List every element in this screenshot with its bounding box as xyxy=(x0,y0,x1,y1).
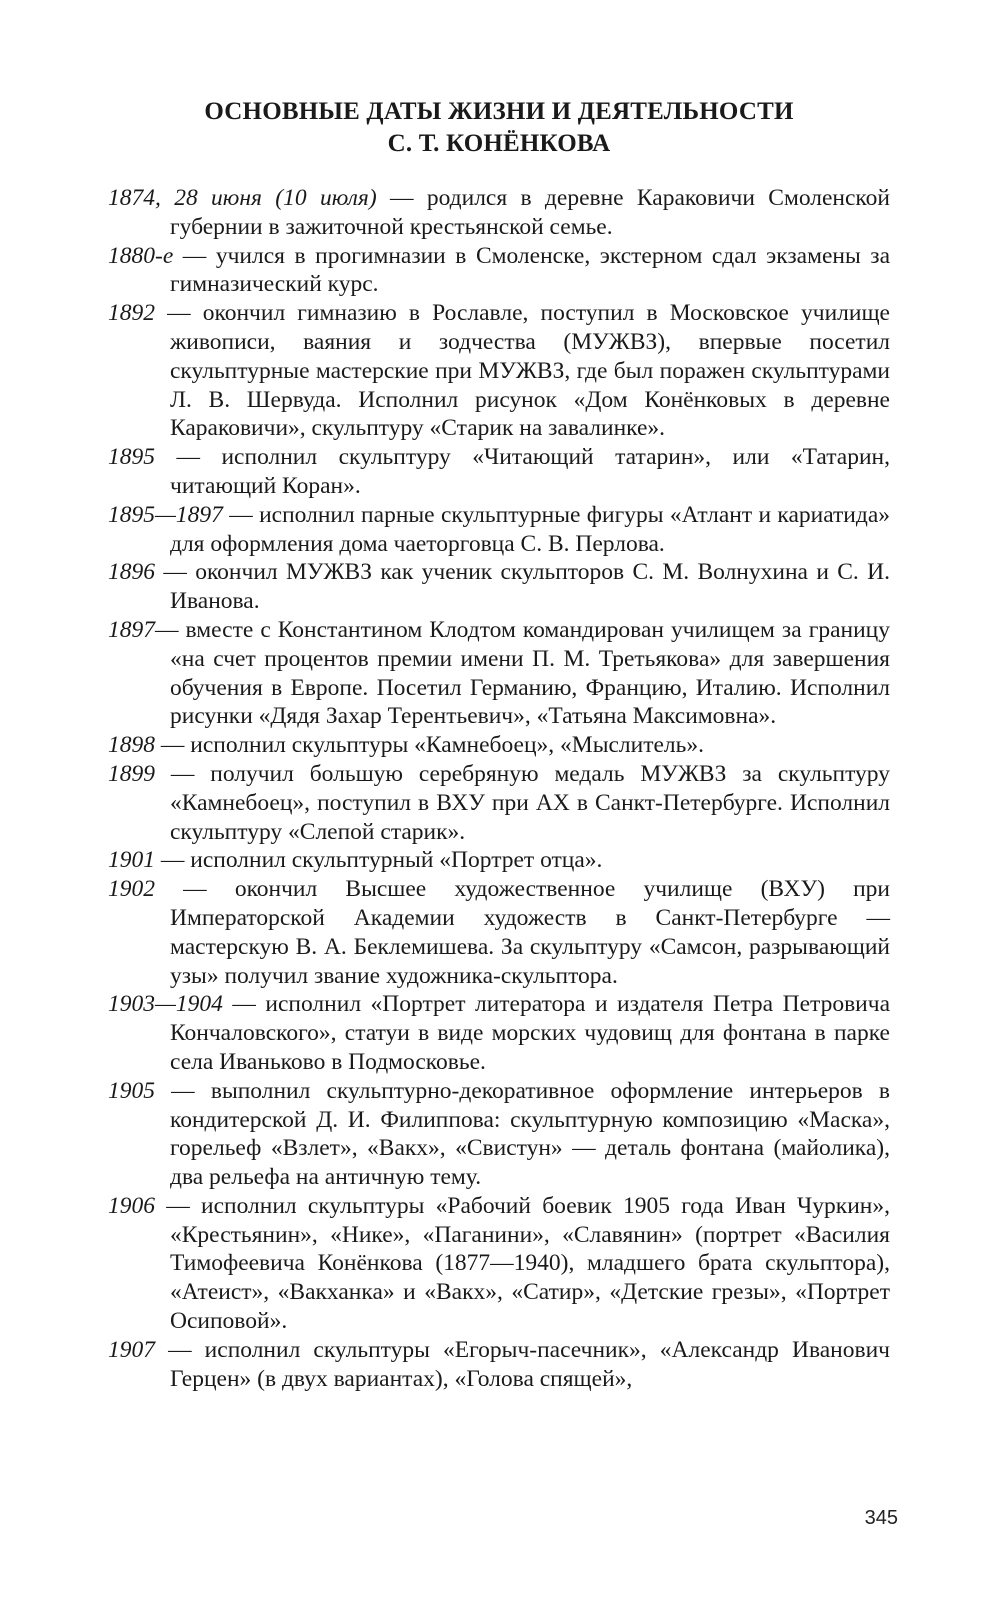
entry-date: 1895—1897 xyxy=(108,501,223,528)
entry-text: — исполнил парные скульптурные фигуры «Атлант и кариатида» для оформления дома чаеторговца С. В. Перлова. xyxy=(170,501,890,557)
entry-text: — выполнил скульптурно-декоративное оформление интерьеров в кондитерской Д. И. Филиппова: скульптурную композицию «Маска», горельеф «Взлет», «Вакх», «Свистун» — деталь фонтана (майолика), два рельефа на античную тему. xyxy=(155,1077,890,1191)
entry-date: 1899 xyxy=(108,760,155,787)
chronology-entry xyxy=(108,501,890,559)
entry-date: 1896 xyxy=(108,559,155,586)
chronology-entry xyxy=(108,760,890,846)
entry-date: 1898 xyxy=(108,732,155,759)
entry-text: — исполнил скульптуры «Камнебоец», «Мыслитель». xyxy=(155,732,704,759)
entry-text: — учился в прогимназии в Смоленске, экстерном сдал экзамены за гимназический курс. xyxy=(170,242,890,298)
chronology-entry xyxy=(108,1192,890,1336)
entry-date: 1903—1904 xyxy=(108,991,223,1018)
entry-text: — исполнил скульптуру «Читающий татарин», или «Татарин, читающий Коран». xyxy=(155,444,890,499)
chronology-entry xyxy=(108,990,890,1076)
page-title xyxy=(108,96,890,160)
entry-text: — окончил Высшее художественное училище (ВХУ) при Императорской Академии художеств в Санкт-Петербурге — мастерскую В. А. Беклемишева. За скульптуру «Самсон, разрывающий узы» получил звание художника-скульптора. xyxy=(155,876,890,989)
chronology-entry xyxy=(108,846,890,875)
chronology-entry xyxy=(108,875,890,990)
page-content xyxy=(108,96,890,1393)
chronology-entry xyxy=(108,1077,890,1192)
entry-date: 1892 xyxy=(108,300,155,327)
entry-date: 1895 xyxy=(108,444,155,471)
entry-date: 1897 xyxy=(108,616,155,643)
entry-date: 1907 xyxy=(108,1336,155,1363)
entry-text: — исполнил скульптурный «Портрет отца». xyxy=(155,847,603,874)
entry-date: 1906 xyxy=(108,1192,155,1219)
chronology-entry xyxy=(108,1336,890,1394)
entry-date: 1905 xyxy=(108,1077,155,1104)
entry-text: — окончил МУЖВЗ как ученик скульпторов С. М. Волнухина и С. И. Иванова. xyxy=(155,559,890,615)
chronology-list xyxy=(108,184,890,1393)
chronology-entry xyxy=(108,616,890,731)
chronology-entry xyxy=(108,299,890,443)
entry-date: 1902 xyxy=(108,876,155,903)
entry-text: — родился в деревне Караковичи Смоленской губернии в зажиточной крестьянской семье. xyxy=(170,185,890,240)
title-line-2: С. Т. КОНЁНКОВА xyxy=(387,130,611,157)
chronology-entry xyxy=(108,184,890,242)
entry-date: 1880-е xyxy=(108,242,174,269)
chronology-entry xyxy=(108,242,890,300)
title-line-1: ОСНОВНЫЕ ДАТЫ ЖИЗНИ И ДЕЯТЕЛЬНОСТИ xyxy=(204,98,794,125)
entry-date: 1901 xyxy=(108,847,155,874)
entry-text: — окончил гимназию в Рославле, поступил в Московское училище живописи, ваяния и зодчества (МУЖВЗ), впервые посетил скульптурные мастерские при МУЖВЗ, где был поражен скульптурами Л. В. Шервуда. Исполнил рисунок «Дом Конёнковых в деревне Караковичи», скульптуру «Старик на завалинке». xyxy=(155,300,890,442)
chronology-entry xyxy=(108,443,890,501)
entry-text: — исполнил скульптуры «Рабочий боевик 1905 года Иван Чуркин», «Крестьянин», «Нике», «Паганини», «Славянин» (портрет «Василия Тимофеевича Конёнкова (1877—1940), младшего брата скульптора), «Атеист», «Вакханка» и «Вакх», «Сатир», «Детские грезы», «Портрет Осиповой». xyxy=(155,1192,890,1335)
chronology-entry xyxy=(108,731,890,760)
entry-text: — получил большую серебряную медаль МУЖВЗ за скульптуру «Камнебоец», поступил в ВХУ при АХ в Санкт-Петербурге. Исполнил скульптуру «Слепой старик». xyxy=(155,760,890,845)
chronology-entry xyxy=(108,558,890,616)
page-number: 345 xyxy=(864,1507,898,1529)
entry-text: — исполнил «Портрет литератора и издателя Петра Петровича Кончаловского», статуи в виде морских чудовищ для фонтана в парке села Иваньково в Подмосковье. xyxy=(170,991,890,1075)
entry-text: — исполнил скульптуры «Егорыч-пасечник», «Александр Иванович Герцен» (в двух вариантах), «Голова спящей», xyxy=(155,1336,890,1392)
entry-text: — вместе с Константином Клодтом командирован училищем за границу «на счет процентов премии имени П. М. Третьякова» для завершения обучения в Европе. Посетил Германию, Францию, Италию. Исполнил рисунки «Дядя Захар Терентьевич», «Татьяна Максимовна». xyxy=(155,616,890,730)
entry-date: 1874, 28 июня (10 июля) xyxy=(108,185,377,211)
